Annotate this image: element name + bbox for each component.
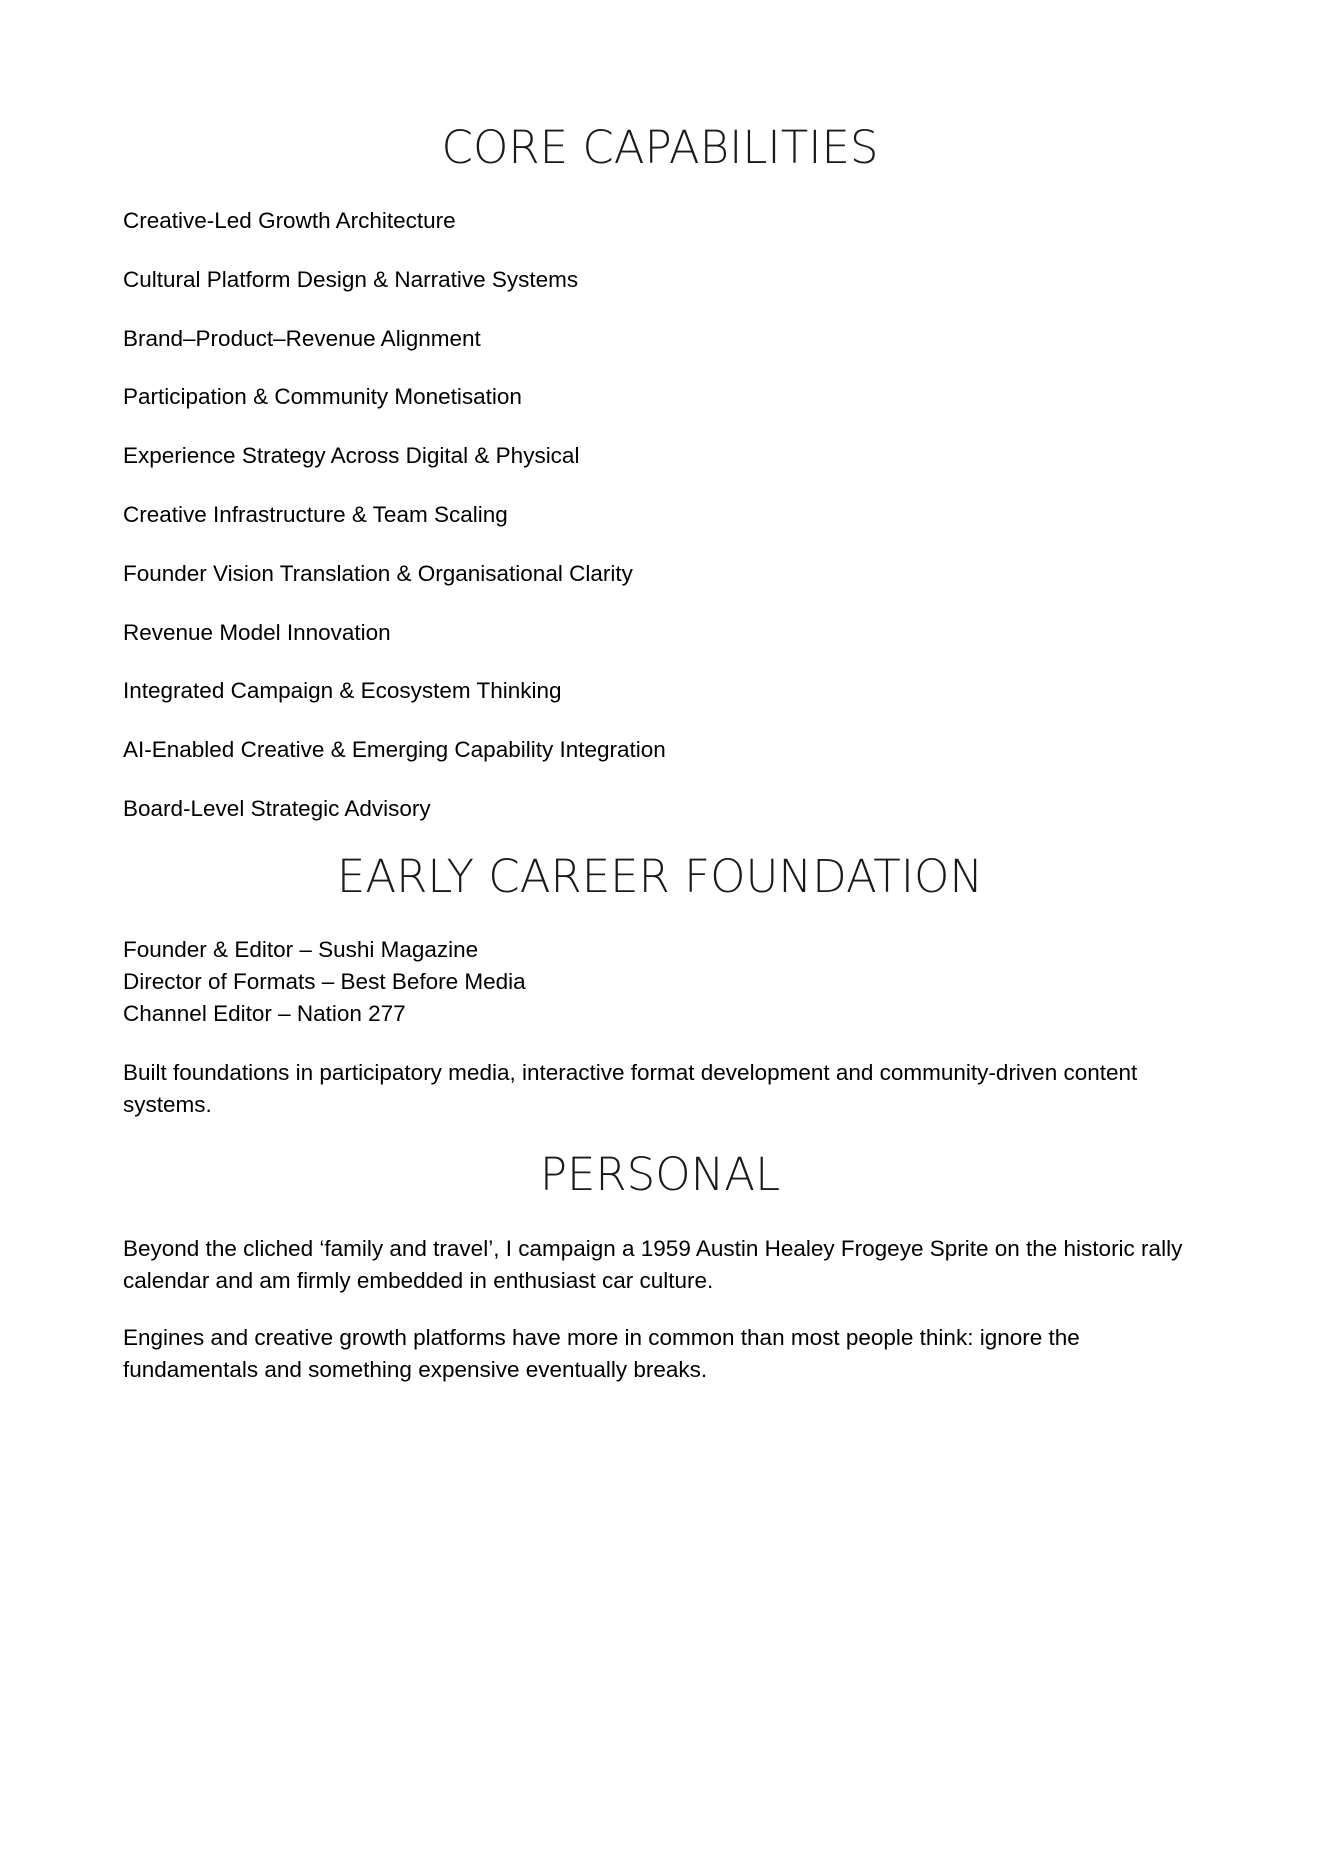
capability-item: Revenue Model Innovation — [123, 619, 391, 645]
capability-item: Creative-Led Growth Architecture — [123, 208, 456, 233]
early-career-roles — [123, 934, 1213, 1030]
capability-item: Experience Strategy Across Digital & Physical — [123, 443, 580, 469]
capability-item: Integrated Campaign & Ecosystem Thinking — [123, 678, 562, 704]
core-capabilities-list — [123, 205, 1213, 852]
personal-paragraph: Beyond the cliched ‘family and travel’, I campaign a 1959 Austin Healey Frogeye Sprite on the historic rally calendar and am firmly embedded in enthusiast car culture. — [123, 1236, 1183, 1293]
capability-item: Cultural Platform Design & Narrative Systems — [123, 266, 579, 292]
early-career-heading: EARLY CAREER FOUNDATION — [336, 850, 984, 903]
core-capabilities-heading: CORE CAPABILITIES — [441, 121, 879, 174]
early-career-summary: Built foundations in participatory media, interactive format development and community-driven content systems. — [123, 1060, 1138, 1117]
personal-paragraph: Engines and creative growth platforms have more in common than most people think: ignore the fundamentals and something expensive eventually breaks. — [123, 1325, 1080, 1382]
capability-item: Creative Infrastructure & Team Scaling — [123, 501, 508, 527]
role-line: Channel Editor – Nation 277 — [123, 1001, 406, 1026]
role-line: Founder & Editor – Sushi Magazine — [123, 937, 479, 962]
capability-item: AI-Enabled Creative & Emerging Capability Integration — [123, 737, 666, 763]
capability-item: Brand–Product–Revenue Alignment — [123, 325, 481, 351]
capability-item: Founder Vision Translation & Organisational Clarity — [123, 560, 633, 586]
role-line: Director of Formats – Best Before Media — [123, 969, 526, 994]
capability-item: Board-Level Strategic Advisory — [123, 795, 431, 821]
capability-item: Participation & Community Monetisation — [123, 384, 522, 410]
personal-heading: PERSONAL — [539, 1148, 781, 1201]
